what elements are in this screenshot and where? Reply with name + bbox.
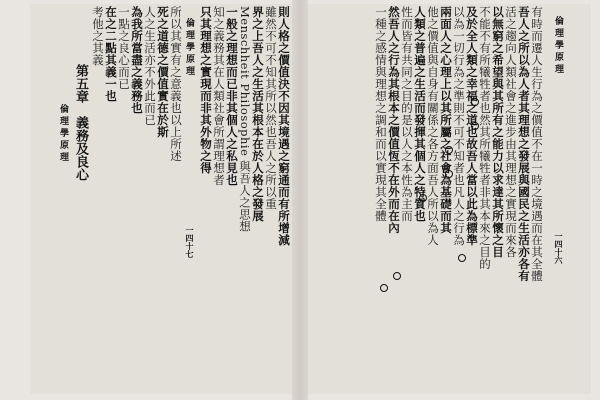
- text-column: 性而皆有共同之目的是以人之本性為主而: [400, 6, 414, 222]
- emphasis-circle: [393, 272, 401, 280]
- text-column: 活之趨向人類社會之進步由其理想之實現而來各: [504, 6, 518, 258]
- text-column: 考他之其義: [91, 6, 105, 66]
- text-column: 為我所當盡之義務也: [130, 6, 144, 114]
- text-column: 一般之理想而已非其個人之私見也: [225, 6, 239, 186]
- emphasis-circle: [380, 284, 388, 292]
- text-column: 所以其實有之意義也以上所述: [169, 6, 183, 162]
- text-column: Menschheit Philosophie 與吾人之思想: [238, 6, 252, 233]
- text-column: 人之生活亦不外此而已: [143, 6, 157, 126]
- text-column: 一點之良心而已: [117, 6, 131, 90]
- left-running-head: 倫理學原理: [184, 18, 194, 78]
- emphasis-circle: [419, 194, 427, 202]
- emphasis-circle: [458, 254, 466, 262]
- text-column: 然吾人之行為其根本之價值恆不在外而在內: [387, 6, 401, 234]
- right-running-head: 倫理學原理: [553, 16, 563, 76]
- text-column: 不能不有所犧牲者也然其所犧牲者非其本來之目的: [478, 6, 492, 270]
- text-column: 知之義務其在人類社會所謂理想者: [212, 6, 226, 186]
- text-column: 人類之普遍之生活而發揮其個人之特質也: [413, 6, 427, 222]
- text-column: 他之價值與自身有關係之各方面吾人所以為人: [426, 6, 440, 246]
- text-column: 雖然不可不知其所以然也吾人之所以重: [264, 6, 278, 210]
- text-column: 界之上吾人之生活其根本在於人格之發展: [251, 6, 265, 222]
- text-column: 有時而遷人生行為之價值不在一時之境遇而在其全體: [530, 6, 544, 282]
- emphasis-circle: [471, 122, 479, 130]
- text-column: 只其理想之實現而非其外物之得: [199, 6, 213, 174]
- text-column: 以無窮之希望與其所有之能力以求達其所懷之目: [491, 6, 505, 258]
- left-page-number: 一四十七: [185, 226, 195, 258]
- text-column: 及於全人類之幸福之道也故吾人當以此為標準: [465, 6, 479, 246]
- text-column: 以為一切行為之準則不可不知者也凡人之行為: [452, 6, 466, 246]
- text-column: 一種之感情與理想之調和而以實現其全體: [374, 6, 388, 222]
- chapter-number: 第五章: [73, 64, 88, 103]
- emphasis-circle: [445, 170, 453, 178]
- book-gutter: [292, 0, 308, 400]
- text-column: 吾人之所以為人者其理想之發展與國民之生活亦各有: [517, 6, 531, 282]
- text-column: 兩面人之心理上以其所屬之社會為基礎而其: [439, 6, 453, 234]
- right-page-number: 一四十六: [554, 232, 564, 264]
- text-column: 則人格之價值決不因其境遇之窮通而有所增減: [277, 6, 291, 246]
- emphasis-circle: [445, 146, 453, 154]
- text-column: 在之二點其義一也: [104, 6, 118, 102]
- emphasis-circle: [471, 98, 479, 106]
- chapter-running-head: 倫理學原理: [58, 104, 68, 164]
- chapter-title: 義務及良心: [73, 116, 88, 181]
- left-page: [30, 4, 292, 394]
- right-page: [308, 4, 591, 394]
- text-column: 死之道德之價值實在於斯: [156, 6, 170, 138]
